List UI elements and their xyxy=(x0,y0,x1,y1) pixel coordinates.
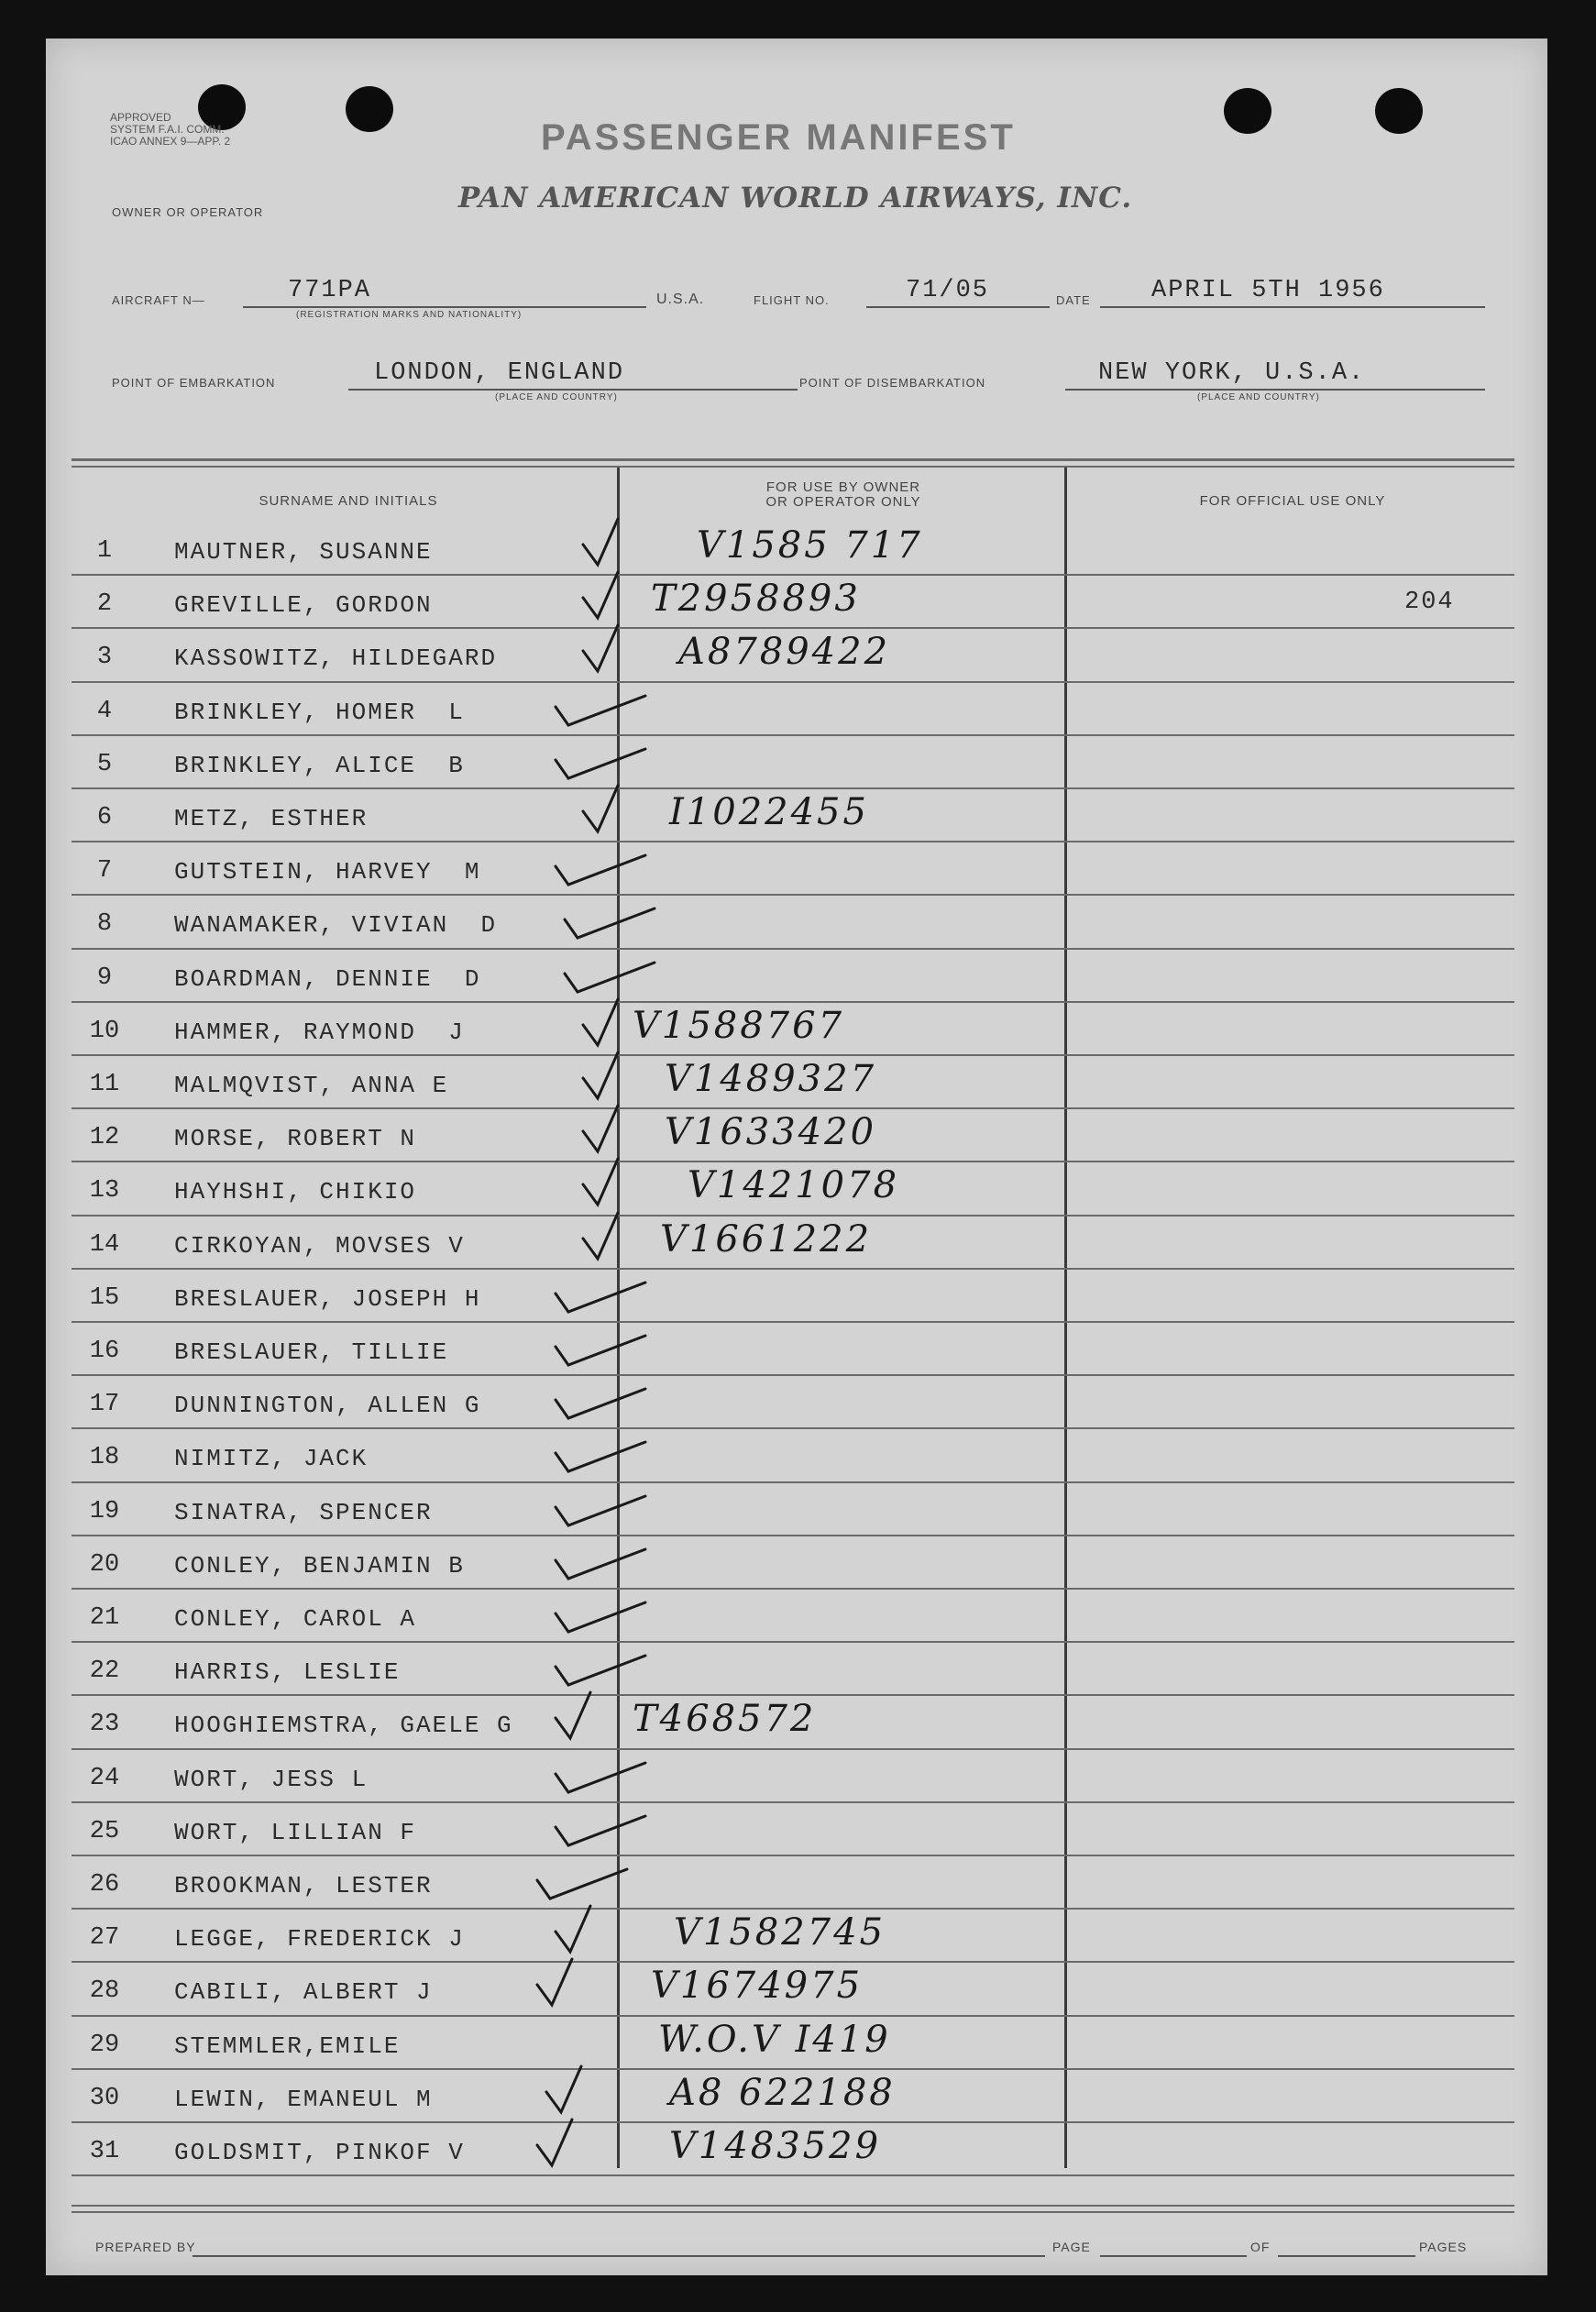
footer-rule-2 xyxy=(72,2211,1514,2213)
passenger-name: HARRIS, LESLIE xyxy=(174,1658,401,1687)
passport-number: T2958893 xyxy=(651,578,861,621)
row-number: 22 xyxy=(89,1657,120,1686)
passenger-name: GUTSTEIN, HARVEY M xyxy=(174,858,481,886)
row-number: 20 xyxy=(89,1550,120,1579)
row-rule xyxy=(72,1161,1514,1162)
pages-label: PAGES xyxy=(1419,2240,1468,2254)
column-divider-2 xyxy=(1064,468,1067,2168)
row-number: 30 xyxy=(89,2084,120,2112)
row-number: 18 xyxy=(89,1444,120,1472)
row-rule xyxy=(72,1427,1514,1429)
passenger-name: CABILI, ALBERT J xyxy=(174,1978,433,2007)
row-number: 10 xyxy=(89,1017,120,1045)
passenger-name: WORT, LILLIAN F xyxy=(174,1818,417,1846)
row-rule xyxy=(72,734,1514,736)
disembark-underline xyxy=(1065,389,1485,391)
row-rule xyxy=(72,2121,1514,2123)
passport-number: A8789422 xyxy=(678,631,891,674)
usa-label: U.S.A. xyxy=(656,292,705,307)
embark-note: (PLACE AND COUNTRY) xyxy=(495,392,618,402)
row-number: 15 xyxy=(89,1283,120,1312)
row-rule xyxy=(72,1374,1514,1376)
row-rule xyxy=(72,681,1514,683)
passport-number: V1674975 xyxy=(651,1965,864,2008)
passenger-name: HOOGHIEMSTRA, GAELE G xyxy=(174,1712,513,1740)
passenger-name: WORT, JESS L xyxy=(174,1765,369,1793)
owner-label: OWNER OR OPERATOR xyxy=(112,205,264,219)
page-line xyxy=(1100,2255,1247,2257)
passport-number: V1585 717 xyxy=(697,524,923,567)
row-rule xyxy=(72,2068,1514,2070)
row-number: 26 xyxy=(89,1871,120,1899)
of-label: OF xyxy=(1250,2240,1271,2254)
passenger-name: BRESLAUER, JOSEPH H xyxy=(174,1284,481,1313)
punch-hole-left-2 xyxy=(346,86,393,132)
passport-number: T468572 xyxy=(633,1698,817,1741)
row-rule xyxy=(72,1535,1514,1536)
row-rule xyxy=(72,2015,1514,2017)
row-number: 8 xyxy=(96,910,113,939)
page-label: PAGE xyxy=(1052,2240,1091,2254)
column-header-official: FOR OFFICIAL USE ONLY xyxy=(1199,493,1386,509)
passport-number: A8 622188 xyxy=(669,2071,896,2114)
row-number: 31 xyxy=(89,2138,120,2165)
footer-rule xyxy=(72,2205,1514,2207)
passenger-name: BROOKMAN, LESTER xyxy=(174,1872,433,1899)
embark-value: LONDON, ENGLAND xyxy=(374,359,625,387)
table-top-border-2 xyxy=(72,466,1514,468)
row-number: 9 xyxy=(96,963,113,992)
row-number: 5 xyxy=(96,750,113,778)
disembark-note: (PLACE AND COUNTRY) xyxy=(1197,392,1320,402)
disembark-label: POINT OF DISEMBARKATION xyxy=(799,376,986,390)
date-underline xyxy=(1100,306,1485,308)
passenger-name: SINATRA, SPENCER xyxy=(174,1498,433,1526)
passenger-name: METZ, ESTHER xyxy=(174,805,369,832)
row-number: 17 xyxy=(89,1391,120,1419)
row-number: 6 xyxy=(96,804,113,831)
row-rule xyxy=(72,1908,1514,1910)
passenger-name: LEGGE, FREDERICK J xyxy=(174,1925,465,1954)
passenger-name: WANAMAKER, VIVIAN D xyxy=(174,911,498,940)
approval-note: APPROVED SYSTEM F.A.I. COMM. ICAO ANNEX 9—APP. 2 xyxy=(110,111,231,148)
owner-name: PAN AMERICAN WORLD AIRWAYS, INC. xyxy=(458,182,1133,215)
aircraft-value: 771PA xyxy=(288,277,372,304)
row-number: 24 xyxy=(89,1764,120,1792)
embark-underline xyxy=(348,389,798,391)
aircraft-label: AIRCRAFT N— xyxy=(112,293,205,307)
row-number: 11 xyxy=(89,1071,120,1098)
registration-note: (REGISTRATION MARKS AND NATIONALITY) xyxy=(296,310,523,320)
column-header-name: SURNAME AND INITIALS xyxy=(259,493,438,509)
aircraft-underline xyxy=(243,306,646,308)
passenger-name: BOARDMAN, DENNIE D xyxy=(174,964,481,993)
passenger-name: CIRKOYAN, MOVSES V xyxy=(174,1231,465,1260)
row-rule xyxy=(72,894,1514,896)
row-rule xyxy=(72,1961,1514,1963)
flight-label: FLIGHT NO. xyxy=(754,293,830,307)
passenger-name: GREVILLE, GORDON xyxy=(174,591,433,620)
row-rule xyxy=(72,2174,1514,2176)
page-title: PASSENGER MANIFEST xyxy=(541,117,1016,158)
passenger-name: MAUTNER, SUSANNE xyxy=(174,538,433,566)
passenger-name: BRINKLEY, ALICE B xyxy=(174,751,465,779)
row-number: 16 xyxy=(89,1338,120,1365)
row-rule xyxy=(72,1694,1514,1696)
passport-number: W.O.V I419 xyxy=(658,2018,891,2061)
prepared-by-line xyxy=(193,2255,1045,2257)
row-number: 13 xyxy=(89,1177,120,1206)
passport-number: V1483529 xyxy=(669,2125,882,2167)
passenger-name: DUNNINGTON, ALLEN G xyxy=(174,1392,481,1420)
table-top-border xyxy=(72,458,1514,461)
row-rule xyxy=(72,1054,1514,1056)
passenger-name: MORSE, ROBERT N xyxy=(174,1125,417,1153)
passenger-name: BRESLAUER, TILLIE xyxy=(174,1338,449,1366)
passenger-name: HAMMER, RAYMOND J xyxy=(174,1018,465,1046)
passenger-name: CONLEY, CAROL A xyxy=(174,1605,417,1633)
flight-value: 71/05 xyxy=(906,277,990,304)
flight-underline xyxy=(866,306,1050,308)
passenger-name: BRINKLEY, HOMER L xyxy=(174,698,465,726)
row-rule xyxy=(72,1801,1514,1803)
row-number: 19 xyxy=(89,1497,120,1525)
row-rule xyxy=(72,1321,1514,1323)
passenger-name: HAYHSHI, CHIKIO xyxy=(174,1178,417,1206)
checkmark-icon xyxy=(532,2110,633,2174)
row-number: 23 xyxy=(89,1711,120,1739)
passport-number: V1661222 xyxy=(660,1217,873,1261)
passenger-name: MALMQVIST, ANNA E xyxy=(174,1072,449,1099)
passport-number: V1633420 xyxy=(665,1111,877,1154)
row-rule xyxy=(72,1001,1514,1003)
column-header-owner: FOR USE BY OWNER OR OPERATOR ONLY xyxy=(765,479,921,510)
passenger-name: CONLEY, BENJAMIN B xyxy=(174,1551,465,1580)
row-number: 4 xyxy=(96,697,113,725)
row-rule xyxy=(72,1748,1514,1750)
prepared-by-label: PREPARED BY xyxy=(95,2240,196,2254)
row-rule xyxy=(72,1107,1514,1109)
date-value: APRIL 5TH 1956 xyxy=(1151,277,1385,304)
of-line xyxy=(1278,2255,1415,2257)
passport-number: V1489327 xyxy=(665,1058,877,1100)
row-number: 28 xyxy=(89,1977,120,2006)
row-rule xyxy=(72,948,1514,950)
passport-number: V1582745 xyxy=(674,1911,886,1954)
row-number: 14 xyxy=(89,1230,120,1259)
passenger-name: LEWIN, EMANEUL M xyxy=(174,2085,433,2113)
passport-number: V1588767 xyxy=(633,1004,845,1047)
row-rule xyxy=(72,1855,1514,1856)
embark-label: POINT OF EMBARKATION xyxy=(112,376,276,390)
row-number: 2 xyxy=(96,590,113,619)
passenger-name: NIMITZ, JACK xyxy=(174,1445,369,1473)
passenger-name: GOLDSMIT, PINKOF V xyxy=(174,2139,465,2166)
official-note: 204 xyxy=(1404,589,1455,617)
passenger-name: STEMMLER,EMILE xyxy=(174,2031,401,2060)
row-rule xyxy=(72,1268,1514,1270)
row-rule xyxy=(72,1588,1514,1590)
row-rule xyxy=(72,1481,1514,1483)
row-rule xyxy=(72,1215,1514,1217)
disembark-value: NEW YORK, U.S.A. xyxy=(1098,359,1366,387)
row-number: 3 xyxy=(96,644,113,672)
row-rule xyxy=(72,574,1514,576)
row-number: 7 xyxy=(96,857,113,886)
date-label: DATE xyxy=(1056,293,1091,307)
row-number: 27 xyxy=(89,1924,120,1953)
row-number: 21 xyxy=(89,1604,120,1632)
punch-hole-right-1 xyxy=(1224,88,1271,134)
row-rule xyxy=(72,787,1514,789)
row-number: 25 xyxy=(89,1817,120,1845)
row-number: 1 xyxy=(96,537,113,565)
row-rule xyxy=(72,1641,1514,1643)
punch-hole-right-2 xyxy=(1375,88,1423,134)
row-rule xyxy=(72,841,1514,842)
row-rule xyxy=(72,627,1514,629)
passport-number: I1022455 xyxy=(669,791,869,833)
row-number: 12 xyxy=(89,1124,120,1152)
passport-number: V1421078 xyxy=(688,1164,900,1207)
passenger-name: KASSOWITZ, HILDEGARD xyxy=(174,644,498,673)
checkmark-icon xyxy=(532,1950,633,2014)
row-number: 29 xyxy=(89,2031,120,2059)
